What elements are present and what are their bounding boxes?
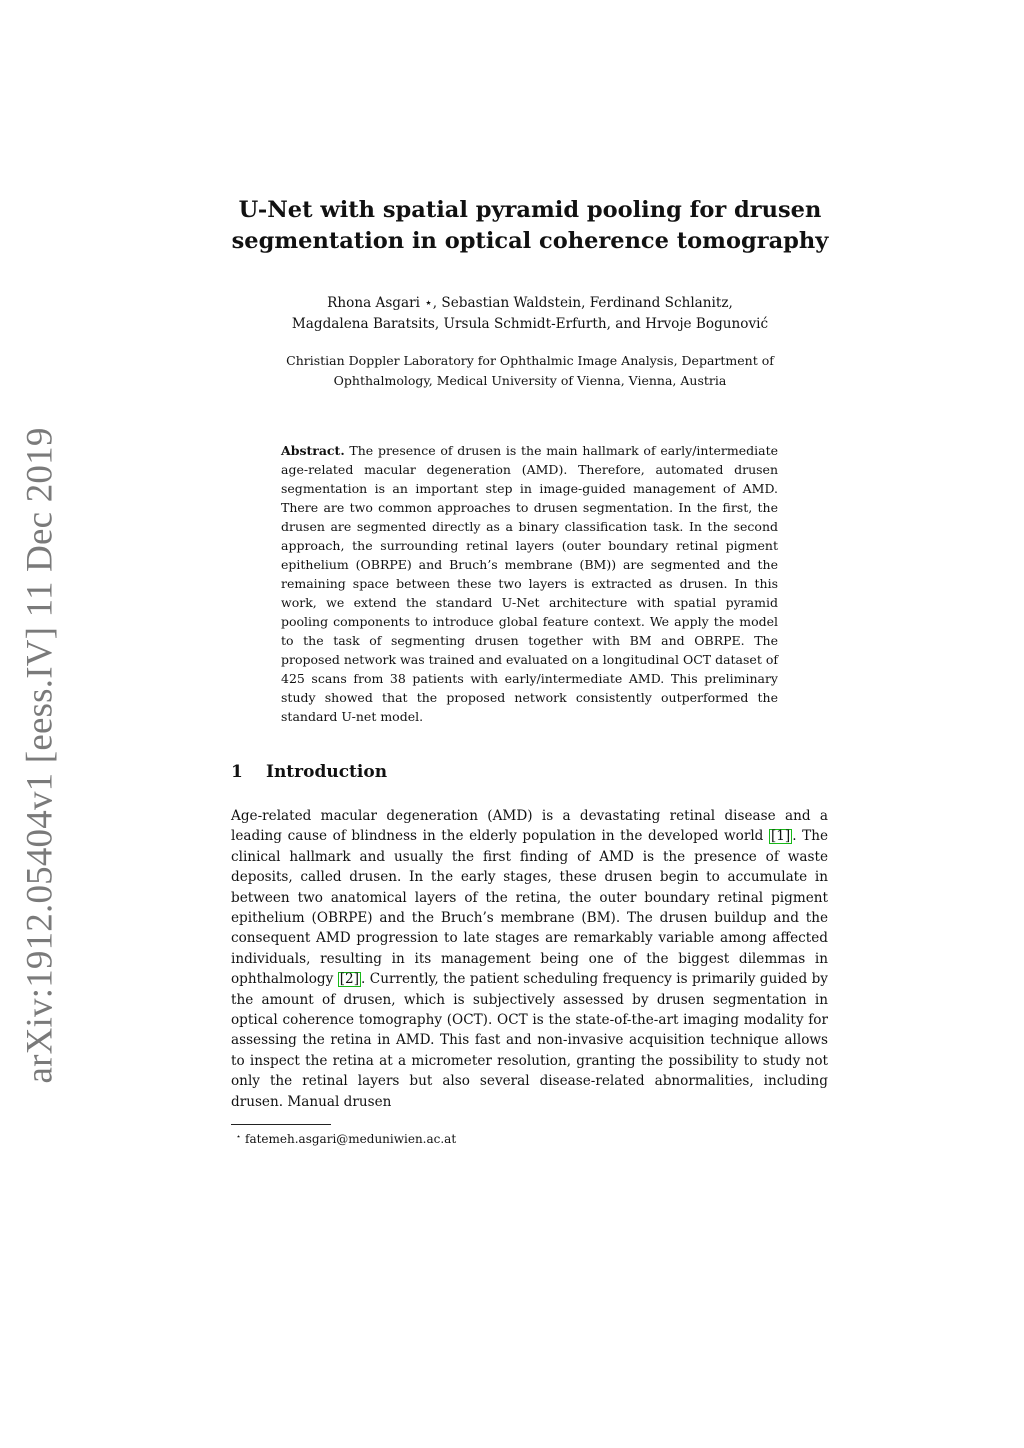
citation-link-2[interactable]: [2] [339,971,360,988]
author-list [230,293,830,335]
section-number: 1 [231,762,243,782]
footnote-marker: ⋆ [236,1132,242,1141]
footnote-email: fatemeh.asgari@meduniwien.ac.at [245,1132,457,1146]
arxiv-identifier-stamp [14,426,66,1084]
affiliation-line-1: Christian Doppler Laboratory for Ophthalmic Image Analysis, Department of [286,353,774,368]
intro-text-part-2: . The clinical hallmark and usually the first finding of AMD is the presence of waste deposits, called drusen. In the early stages, these drusen begin to accumulate in between two anatomical layers of the retina, the outer boundary retinal pigment epithelium (OBRPE) and the Bruch’s membrane (BM). The drusen buildup and the consequent AMD progression to late stages are remarkably variable among affected individuals, resulting in its management being one of the biggest dilemmas in ophthalmology [231,828,828,988]
introduction-paragraph [231,806,828,1112]
paper-title [230,195,830,257]
intro-text-part-3: . Currently, the patient scheduling frequency is primarily guided by the amount of drusen, which is subjectively assessed by drusen segmentation in optical coherence tomography (OCT). OCT is the state-of-the-art imaging modality for assessing the retina in AMD. This fast and non-invasive acquisition technique allows to inspect the retina at a micrometer resolution, granting the possibility to study not only the retinal layers but also several disease-related abnormalities, including drusen. Manual drusen [231,971,828,1110]
abstract-text: The presence of drusen is the main hallmark of early/intermediate age-related macular degeneration (AMD). Therefore, automated drusen segmentation is an important step in image-guided management of AMD. There are two common approaches to drusen segmentation. In the first, the drusen are segmented directly as a binary classification task. In the second approach, the surrounding retinal layers (outer boundary retinal pigment epithelium (OBRPE) and Bruch’s membrane (BM)) are segmented and the remaining space between these two layers is extracted as drusen. In this work, we extend the standard U-Net architecture with spatial pyramid pooling components to introduce global feature context. We apply the model to the task of segmenting drusen together with BM and OBRPE. The proposed network was trained and evaluated on a longitudinal OCT dataset of 425 scans from 38 patients with early/intermediate AMD. This preliminary study showed that the proposed network consistently outperformed the standard U-net model. [281,443,778,724]
affiliation-line-2: Ophthalmology, Medical University of Vienna, Vienna, Austria [333,372,727,388]
author-line-1: Rhona Asgari ⋆, Sebastian Waldstein, Ferdinand Schlanitz, [327,295,733,311]
footnote-divider [231,1124,331,1125]
abstract-block [281,441,778,726]
paper-title-line-1: U-Net with spatial pyramid pooling for drusen [238,197,822,223]
affiliation [230,351,830,390]
intro-text-part-1: Age-related macular degeneration (AMD) is a devastating retinal disease and a leading cause of blindness in the elderly population in the developed world [231,808,828,845]
citation-link-1[interactable]: [1] [770,828,791,845]
abstract-label: Abstract. [281,443,345,458]
section-heading-introduction [231,760,831,784]
section-title: Introduction [266,762,388,782]
author-line-2: Magdalena Baratsits, Ursula Schmidt-Erfurth, and Hrvoje Bogunović [291,316,769,332]
footnote [236,1128,636,1148]
arxiv-identifier-text: arXiv:1912.05404v1 [eess.IV] 11 Dec 2019 [19,426,61,1084]
paper-title-line-2: segmentation in optical coherence tomography [231,228,829,254]
